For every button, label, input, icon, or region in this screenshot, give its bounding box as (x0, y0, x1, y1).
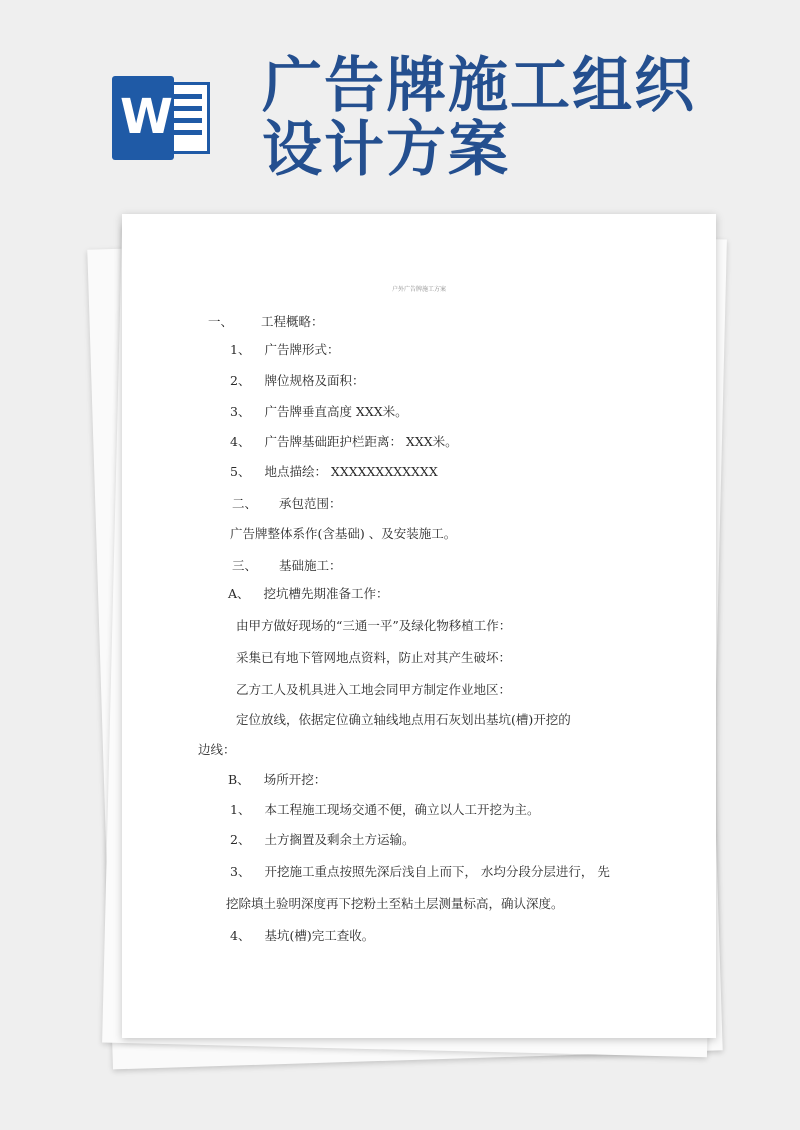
list-item (230, 404, 408, 420)
item-label: 三、 (232, 558, 258, 573)
text-line-shape (174, 94, 202, 99)
section-heading (232, 496, 342, 512)
item-label: 2、 (230, 832, 251, 847)
page-header: 户外广告牌施工方案 (391, 286, 446, 293)
paragraph-line (226, 896, 564, 912)
item-label: 3、 (230, 404, 251, 419)
item-text: 采集已有地下管网地点资料，防止对其产生破坏： (236, 650, 512, 665)
item-label: 4、 (230, 928, 251, 943)
section-heading (232, 558, 342, 574)
list-item (230, 434, 458, 450)
item-text: 由甲方做好现场的“三通一平”及绿化物移植工作： (236, 618, 512, 633)
item-text: 广告牌垂直高度 XXX米。 (264, 404, 408, 419)
item-text: 广告牌形式： (264, 342, 340, 357)
list-item (230, 464, 438, 480)
item-label: 二、 (232, 496, 258, 511)
paragraph-line (236, 712, 571, 728)
item-text: 基坑(槽)完工查收。 (264, 928, 375, 943)
item-text: 工程概略： (261, 314, 324, 329)
document-page (122, 214, 716, 1038)
text-line-shape (174, 118, 202, 123)
paragraph-line (230, 526, 456, 542)
banner-title: 广告牌施工组织设计方案 (262, 51, 696, 185)
paragraph-line (236, 618, 511, 634)
item-text: 定位放线，依据定位确立轴线地点用石灰划出基坑(槽)开挖的 (236, 712, 571, 727)
item-text: 场所开挖： (263, 772, 327, 787)
item-text: 地点描绘： XXXXXXXXXXXX (264, 464, 438, 479)
list-item (230, 864, 610, 880)
item-text: 开挖施工重点按照先深后浅自上而下， 水均分段分层进行， 先 (264, 864, 610, 879)
item-text: 挖除填土验明深度再下挖粉土至粘土层测量标高，确认深度。 (226, 896, 564, 911)
item-text: 挖坑槽先期准备工作： (263, 586, 389, 601)
subsection-heading (228, 586, 389, 602)
list-item (230, 802, 539, 818)
list-item (230, 928, 374, 944)
item-label: 一、 (208, 314, 234, 329)
word-logo-letter: W (120, 89, 173, 145)
paragraph-line (198, 742, 236, 758)
list-item (230, 342, 339, 358)
item-label: 2、 (230, 373, 251, 388)
item-text: 基础施工： (279, 558, 342, 573)
section-heading (208, 314, 324, 330)
item-label: B、 (228, 772, 250, 787)
item-text: 土方搁置及剩余土方运输。 (264, 832, 415, 847)
item-label: 1、 (230, 342, 251, 357)
item-text: 牌位规格及面积： (264, 373, 365, 388)
text-line-shape (174, 106, 202, 111)
item-text: 广告牌基础距护栏距离： XXX米。 (264, 434, 458, 449)
paragraph-line (236, 682, 511, 698)
item-text: 本工程施工现场交通不便，确立以人工开挖为主。 (264, 802, 540, 817)
list-item (230, 373, 364, 389)
subsection-heading (228, 772, 326, 788)
paragraph-line (236, 650, 511, 666)
banner (0, 0, 800, 200)
list-item (230, 832, 414, 848)
word-document-icon (112, 76, 216, 162)
text-line-shape (174, 130, 202, 135)
item-text: 乙方工人及机具进入工地会同甲方制定作业地区： (236, 682, 512, 697)
item-label: 4、 (230, 434, 251, 449)
word-logo-tile (112, 76, 174, 160)
item-label: 3、 (230, 864, 251, 879)
item-label: 5、 (230, 464, 251, 479)
item-label: 1、 (230, 802, 251, 817)
item-text: 广告牌整体系作(含基础) 、及安装施工。 (230, 526, 457, 541)
item-text: 边线： (198, 742, 236, 757)
item-label: A、 (228, 586, 250, 601)
item-text: 承包范围： (279, 496, 342, 511)
